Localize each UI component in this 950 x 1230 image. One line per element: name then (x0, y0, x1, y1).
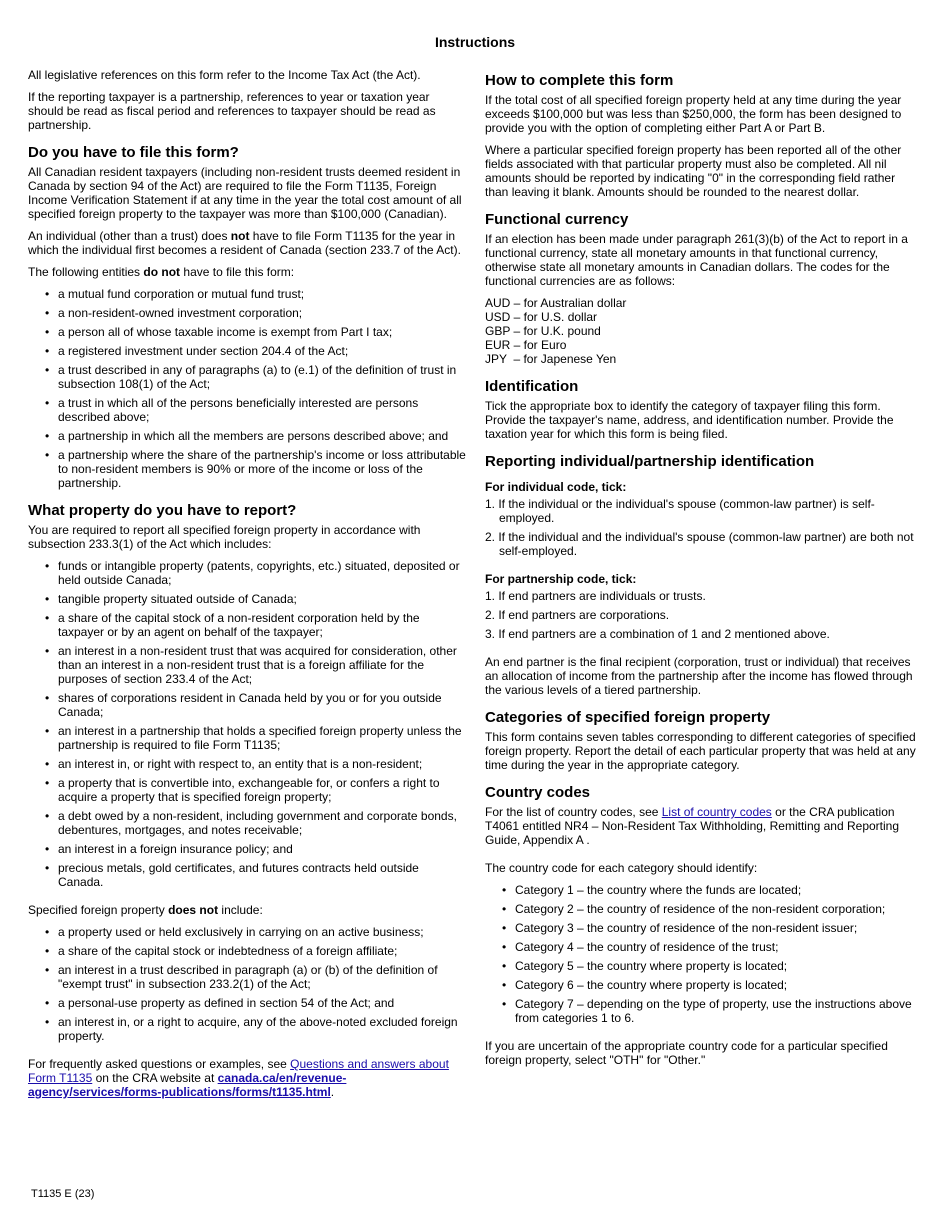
cra-website-link[interactable]: canada.ca/en/revenue-agency/services/forms-publications/forms/t1135.html (28, 1071, 347, 1099)
list-item: 1. If end partners are individuals or trusts. (485, 589, 706, 603)
list-item: • a partnership in which all the members are persons described above; and (58, 429, 466, 443)
list-item: 1. If the individual or the individual's spouse (common-law partner) is self-employed. (485, 497, 875, 525)
list-item: • shares of corporations resident in Canada held by you or for you outside Canada; (58, 691, 466, 719)
complete-paragraph-1: If the total cost of all specified foreign property held at any time during the year exceeds $100,000 but was less than $250,000, the form has been designed to provide you with the option of completing either Part A or Part B. (485, 93, 902, 135)
list-item: • a registered investment under section 204.4 of the Act; (58, 344, 466, 358)
list-item: JPY – for Japenese Yen (485, 352, 617, 366)
list-item: • precious metals, gold certificates, and futures contracts held outside Canada. (58, 861, 466, 889)
list-item: 2. If the individual and the individual's spouse (common-law partner) are both not self-employed. (485, 530, 914, 558)
heading-categories: Categories of specified foreign property (485, 709, 771, 726)
file-paragraph-1: All Canadian resident taxpayers (including non-resident trusts deemed resident in Canada by section 94 of the Act) are required to file the Form T1135, Foreign Income Verification Statement if at any time in the year the total cost amount of all specified foreign property to the taxpayer was more than $100,000 (Canadian). (28, 165, 462, 221)
list-item: • Category 3 – the country of residence of the non-resident issuer; (515, 921, 917, 935)
country-paragraph-2: The country code for each category should identify: (485, 861, 758, 875)
country-codes-link[interactable]: List of country codes (661, 805, 772, 819)
country-paragraph: For the list of country codes, see List of country codes or the CRA publication T4061 entitled NR4 – Non-Resident Tax Withholding, Remitting and Reporting Guide, Appendix A . (485, 805, 900, 847)
list-item: GBP – for U.K. pound (485, 324, 601, 338)
list-item: • a non-resident-owned investment corporation; (58, 306, 466, 320)
list-item: • a trust in which all of the persons beneficially interested are persons described above; (58, 396, 466, 424)
list-item: • a debt owed by a non-resident, including government and corporate bonds, debentures, mortgages, and notes receivable; (58, 809, 466, 837)
list-item: • a share of the capital stock or indebtedness of a foreign affiliate; (58, 944, 466, 958)
list-item: • Category 7 – depending on the type of property, use the instructions above from categories 1 to 6. (515, 997, 917, 1025)
heading-individual-code: For individual code, tick: (485, 480, 627, 494)
list-item: 2. If end partners are corporations. (485, 608, 670, 622)
list-item: • an interest in a trust described in paragraph (a) or (b) of the definition of "exempt trust" in subsection 233.2(1) of the Act; (58, 963, 466, 991)
list-item: • funds or intangible property (patents, copyrights, etc.) situated, deposited or held outside Canada; (58, 559, 466, 587)
heading-country-codes: Country codes (485, 784, 591, 801)
left-column (28, 68, 466, 1107)
list-item: • a share of the capital stock of a non-resident corporation held by the taxpayer or by an agent on behalf of the taxpayer; (58, 611, 466, 639)
right-column (485, 72, 917, 1075)
list-item: • a property that is convertible into, exchangeable for, or confers a right to acquire a property that is specified foreign property; (58, 776, 466, 804)
list-item: • a personal-use property as defined in section 54 of the Act; and (58, 996, 466, 1010)
individual-code-list (485, 497, 917, 558)
list-item: • Category 5 – the country where property is located; (515, 959, 917, 973)
list-item: • an interest in a foreign insurance policy; and (58, 842, 466, 856)
list-item: AUD – for Australian dollar (485, 296, 627, 310)
end-partner-paragraph: An end partner is the final recipient (corporation, trust or individual) that receives an allocation of income from the partnership after the income has flowed through the various levels of a tiered partnership. (485, 655, 913, 697)
identification-paragraph: Tick the appropriate box to identify the category of taxpayer filing this form. Provide the taxpayer's name, address, and identification number. Provide the taxation year for which this form is being filed. (485, 399, 894, 441)
property-list (28, 559, 466, 889)
country-category-list (485, 883, 917, 1025)
list-item: • an interest in a non-resident trust that was acquired for consideration, other than an interest in a non-resident trust that is a foreign affiliate for the purposes of section 233.4 of the Act; (58, 644, 466, 686)
heading-currency: Functional currency (485, 211, 629, 228)
list-item: • an interest in, or a right to acquire, any of the above-noted excluded foreign property. (58, 1015, 466, 1043)
list-item: • a property used or held exclusively in carrying on an active business; (58, 925, 466, 939)
form-id-footer: T1135 E (23) (31, 1188, 95, 1200)
page-title: Instructions (434, 34, 516, 50)
entities-list (28, 287, 466, 490)
list-item: • a person all of whose taxable income is exempt from Part I tax; (58, 325, 466, 339)
faq-paragraph: For frequently asked questions or examples, see Questions and answers about Form T1135 on the CRA website at canada.ca/en/revenue-agency/services/forms-publications/forms/t1135.html. (28, 1057, 449, 1099)
partnership-paragraph: If the reporting taxpayer is a partnership, references to year or taxation year should be read as fiscal period and references to taxpayer should be read as partnership. (28, 90, 436, 132)
list-item: EUR – for Euro (485, 338, 567, 352)
intro-paragraph: All legislative references on this form refer to the Income Tax Act (the Act). (28, 68, 421, 82)
heading-partnership-code: For partnership code, tick: (485, 572, 637, 586)
list-item: USD – for U.S. dollar (485, 310, 598, 324)
excluded-paragraph: Specified foreign property does not include: (28, 903, 263, 917)
list-item: • a partnership where the share of the partnership's income or loss attributable to non-resident members is 90% or more of the income or loss of the partnership. (58, 448, 466, 490)
excluded-list (28, 925, 466, 1043)
heading-file: Do you have to file this form? (28, 144, 239, 161)
list-item: • tangible property situated outside of Canada; (58, 592, 466, 606)
heading-complete: How to complete this form (485, 72, 674, 89)
file-paragraph-2: An individual (other than a trust) does not have to file Form T1135 for the year in which the individual first becomes a resident of Canada (section 233.7 of the Act). (28, 229, 461, 257)
categories-paragraph: This form contains seven tables corresponding to different categories of specified foreign property. Report the detail of each particular property that was held at any time during the year in the appropriate category. (485, 730, 916, 772)
file-paragraph-3: The following entities do not have to file this form: (28, 265, 295, 279)
property-paragraph: You are required to report all specified foreign property in accordance with subsection 233.3(1) of the Act which includes: (28, 523, 421, 551)
list-item: • a trust described in any of paragraphs (a) to (e.1) of the definition of trust in subsection 108(1) of the Act; (58, 363, 466, 391)
partnership-code-list (485, 589, 917, 641)
heading-property: What property do you have to report? (28, 502, 297, 519)
list-item: 3. If end partners are a combination of 1 and 2 mentioned above. (485, 627, 830, 641)
list-item: • Category 4 – the country of residence of the trust; (515, 940, 917, 954)
list-item: • Category 1 – the country where the funds are located; (515, 883, 917, 897)
currency-paragraph: If an election has been made under paragraph 261(3)(b) of the Act to report in a functional currency, state all monetary amounts in that functional currency, otherwise state all monetary amounts in Canadian dollars. The codes for the functional currencies are as follows: (485, 232, 908, 288)
list-item: • Category 2 – the country of residence of the non-resident corporation; (515, 902, 917, 916)
list-item: • an interest in a partnership that holds a specified foreign property unless the partnership is required to file Form T1135; (58, 724, 466, 752)
list-item: • Category 6 – the country where property is located; (515, 978, 917, 992)
faq-link[interactable]: Questions and answers about Form T1135 (28, 1057, 449, 1085)
currency-list (485, 296, 917, 366)
list-item: • a mutual fund corporation or mutual fund trust; (58, 287, 466, 301)
complete-paragraph-2: Where a particular specified foreign property has been reported all of the other fields associated with that particular property must also be completed. All nil amounts should be reported by indicating "0" in the corresponding field rather than leaving it blank. Amounts should be rounded to the nearest dollar. (485, 143, 902, 199)
list-item: • an interest in, or right with respect to, an entity that is a non-resident; (58, 757, 466, 771)
uncertain-paragraph: If you are uncertain of the appropriate country code for a particular specified foreign property, select "OTH" for "Other." (485, 1039, 888, 1067)
heading-identification: Identification (485, 378, 579, 395)
heading-reporting: Reporting individual/partnership identification (485, 453, 815, 470)
